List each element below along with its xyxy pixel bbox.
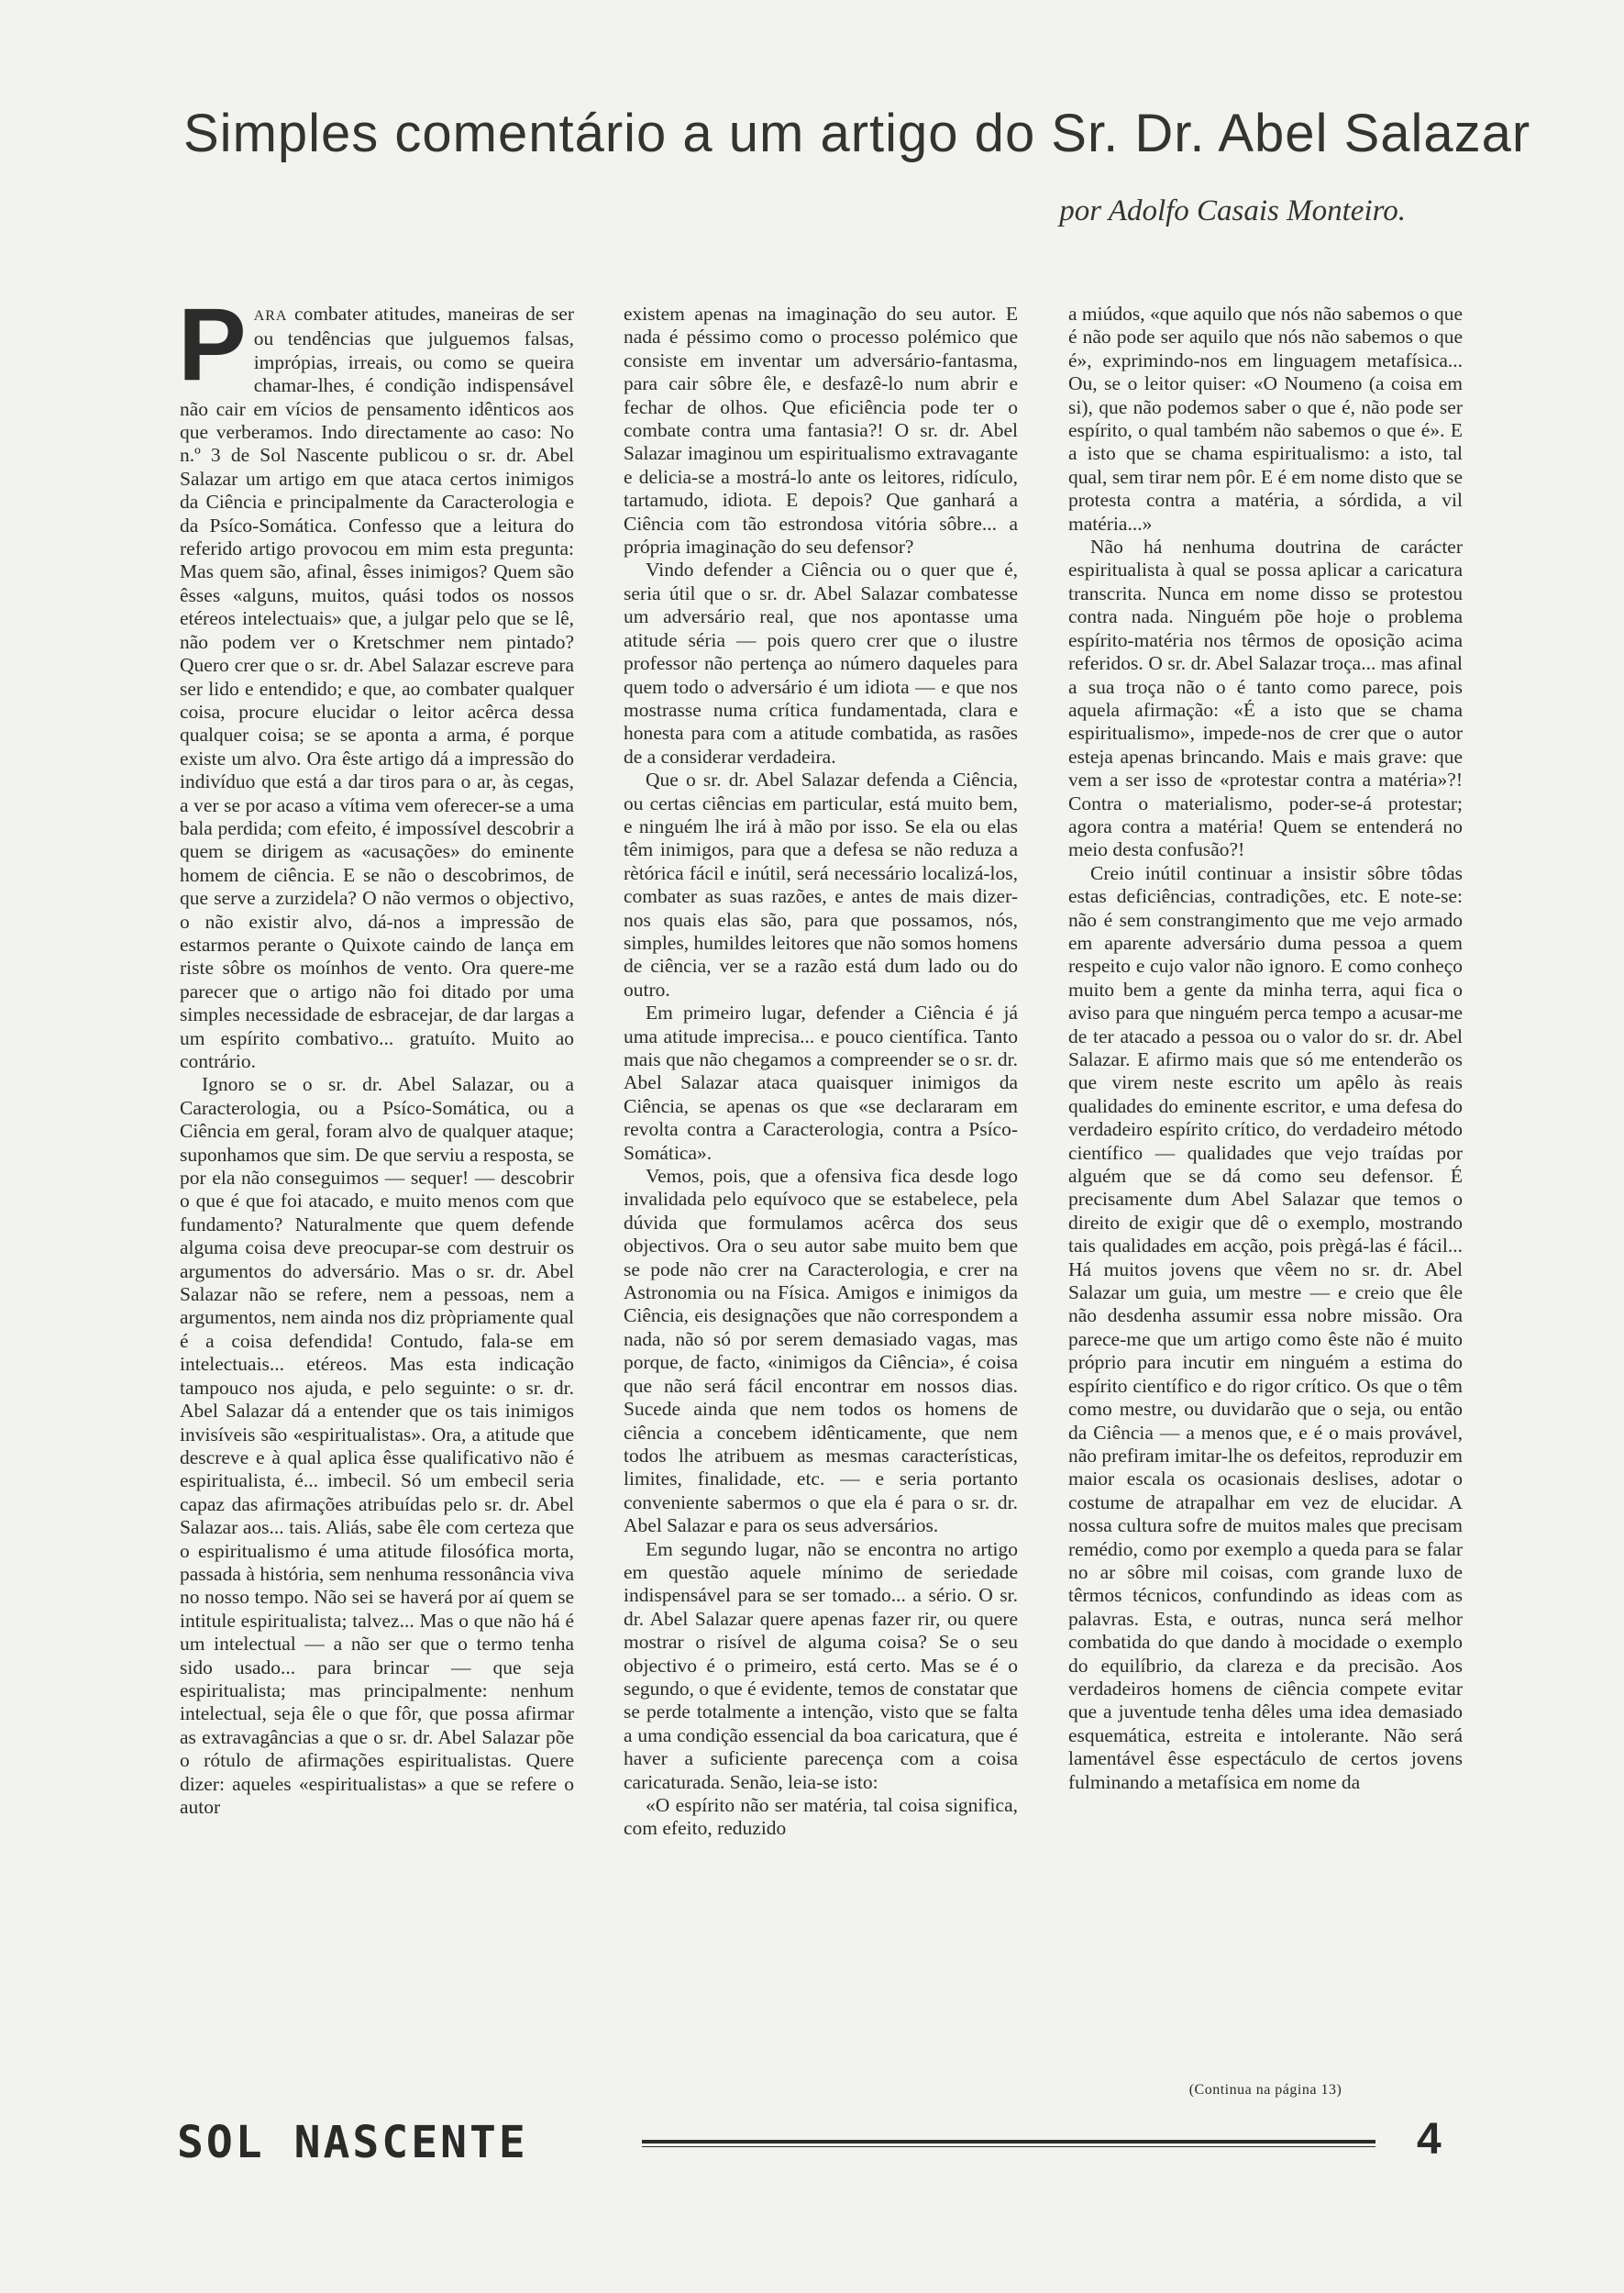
article-column-3	[1068, 303, 1463, 1794]
footer-rule	[642, 2140, 1375, 2143]
paragraph: Não há nenhuma doutrina de carácter espiritualista à qual se possa aplicar a caricatura transcrita. Nunca em nome disso se protestou contra nada. Ninguém põe hoje o problema espírito-matéria nos têrmos de oposição acima referidos. O sr. dr. Abel Salazar troça... mas afinal a sua troça não o é tanto como parece, pois aquela afirmação: «É a isto que se chama espiritualismo», impede-nos de crer que o autor esteja apenas brincando. Mais e mais grave: que vem a ser isso de «protestar contra a matéria»?! Contra o materialismo, poder-se-á protestar; agora contra a matéria! Quem se entenderá no meio desta confusão?!	[1068, 536, 1463, 861]
article-column-2	[624, 303, 1018, 1841]
paragraph: Vindo defender a Ciência ou o quer que é, seria útil que o sr. dr. Abel Salazar combatesse um adversário real, que nos apontasse uma atitude séria — pois quero crer que o ilustre professor não pertença ao número daqueles para quem todo o adversário é um idiota — e que nos mostrasse numa crítica fundamentada, clara e honesta para com a atitude combatida, as rasões de a considerar verdadeira.	[624, 559, 1018, 768]
drop-cap: P	[178, 287, 247, 402]
smallcaps-lead: ARA	[253, 308, 288, 324]
paragraph: Que o sr. dr. Abel Salazar defenda a Ciência, ou certas ciências em particular, está muito bem, e ninguém lhe irá à mão por isso. Se ela ou elas têm inimigos, para que a defesa se não reduza a rètórica fácil e inútil, será necessário localizá-los, combater as suas razões, e antes de mais dizer-nos quais elas são, para que possamos, nós, simples, humildes leitores que não somos homens de ciência, ver se a razão está dum lado ou do outro.	[624, 769, 1018, 1001]
paragraph: existem apenas na imaginação do seu autor. E nada é péssimo como o processo polémico que consiste em inventar um adversário-fantasma, para cair sôbre êle, e desfazê-lo num abrir e fechar de olhos. Que eficiência pode ter o combate contra uma fantasia?! O sr. dr. Abel Salazar imaginou um espiritualismo extravagante e delicia-se a mostrá-lo ante os leitores, ridículo, tartamudo, idiota. E depois? Que ganhará a Ciência com tão estrondosa vitória sôbre... a própria imaginação do seu defensor?	[624, 303, 1018, 559]
paragraph: a miúdos, «que aquilo que nós não sabemos o que é não pode ser aquilo que nós não sabemos o que é», exprimindo-nos em linguagem metafísica... Ou, se o leitor quiser: «O Noumeno (a coisa em si), que não podemos saber o que é, não pode ser espírito, o qual também não sabemos o que é». E a isto que se chama espiritualismo: a isto, tal qual, sem tirar nem pôr. E é em nome disto que se protesta contra a matéria, a sórdida, a vil matéria...»	[1068, 303, 1463, 535]
continuation-note: (Continua na página 13)	[1188, 2082, 1342, 2098]
paragraph: Em primeiro lugar, defender a Ciência é já uma atitude imprecisa... e pouco científica. Tanto mais que não chegamos a compreender se o sr. dr. Abel Salazar ataca quaisquer inimigos da Ciência, se apenas os que «se declararam em revolta contra a Caracterologia, contra a Psíco-Somática».	[624, 1002, 1018, 1164]
article-byline: por Adolfo Casais Monteiro.	[1059, 194, 1406, 227]
paragraph: Creio inútil continuar a insistir sôbre tôdas estas deficiências, contradições, etc. E note-se: não é sem constrangimento que me vejo armado em aparente adversário duma pessoa a quem respeito e cujo valor não ignoro. E como conheço muito bem a gente da minha terra, aqui fica o aviso para que ninguém perca tempo a acusar-me de ter atacado a pessoa ou o valor do sr. dr. Abel Salazar. E afirmo mais que só me entenderão os que virem neste escrito um apêlo às reais qualidades do eminente escritor, e uma defesa do verdadeiro espírito crítico, do verdadeiro método científico — qualidades que vejo traídas por alguém que se dá como seu defensor. É precisamente dum Abel Salazar que temos o direito de exigir que dê o exemplo, mostrando tais qualidades em acção, pois prègá-las é fácil... Há muitos jovens que vêem no sr. dr. Abel Salazar um guia, um mestre — e creio que êle não desdenha assumir essa nobre missão. Ora parece-me que um artigo como êste não é muito próprio para incutir em ninguém a estima do espírito científico e do rigor crítico. Os que o têm como mestre, ou duvidarão que o seja, ou então da Ciência — a menos que, e é o mais provável, não prefiram imitar-lhe os defeitos, reproduzir em maior escala os ocasionais deslises, adotar o costume de atrapalhar em vez de elucidar. A nossa cultura sofre de muitos males que precisam remédio, como por exemplo a queda para se falar no ar sôbre mil coisas, com grande luxo de têrmos técnicos, confundindo as ideas com as palavras. Esta, e outras, nunca será melhor combatida do que dando à mocidade o exemplo do equilíbrio, da clareza e da precisão. Aos verdadeiros homens de ciência compete evitar que a juventude tenha dêles uma idea demasiado esquemática, estreita e intolerante. Não será lamentável êsse espectáculo de certos jovens fulminando a metafísica em nome da	[1068, 861, 1463, 1793]
paragraph: Ignoro se o sr. dr. Abel Salazar, ou a Caracterologia, ou a Psíco-Somática, ou a Ciência em geral, foram alvo de qualquer ataque; suponhamos que sim. De que serviu a resposta, se por ela não conseguimos — sequer! — descobrir o que é que foi atacado, e muito menos com que fundamento? Naturalmente que quem defende alguma coisa deve preocupar-se com destruir os argumentos do adversário. Mas o sr. dr. Abel Salazar não se refere, nem a pessoas, nem a argumentos, nem ainda nos diz pròpriamente qual é a coisa defendida! Contudo, fala-se em intelectuais... etéreos. Mas esta indicação tampouco nos ajuda, e pelo seguinte: o sr. dr. Abel Salazar dá a entender que os tais inimigos invisíveis são «espiritualistas». Ora, a atitude que descreve e à qual aplica êsse qualificativo não é espiritualista, é... imbecil. Só um embecil seria capaz das afirmações atribuídas pelo sr. dr. Abel Salazar aos... tais. Aliás, sabe êle com certeza que o espiritualismo é uma atitude filosófica morta, passada à história, sem nenhuma ressonância viva no nosso tempo. Não sei se haverá por aí quem se intitule espiritualista; talvez... Mas o que não há é um intelectual — a não ser que o termo tenha sido usado... para brincar — que seja espiritualista; mas principalmente: nenhum intelectual, seja êle o que fôr, que possa afirmar as extravagâncias a que o sr. dr. Abel Salazar põe o rótulo de afirmações espiritualistas. Quere dizer: aqueles «espiritualistas» a que se refere o autor	[180, 1073, 574, 1818]
paragraph	[178, 287, 574, 1073]
paragraph: Vemos, pois, que a ofensiva fica desde logo invalidada pelo equívoco que se estabelece, pela dúvida que formulamos acêrca dos seus objectivos. Ora o seu autor sabe muito bem que se pode não crer na Caracterologia, e crer na Astronomia ou na Física. Amigos e inimigos da Ciência, eis designações que não correspondem a nada, não só por serem demasiado vagas, mas porque, de facto, «inimigos da Ciência», é coisa que não será fácil encontrar em nossos dias. Sucede ainda que nem todos os homens de ciência a concebem idênticamente, que nem todos lhe atribuem as mesmas características, limites, finalidade, etc. — e seria portanto conveniente sabermos o que ela é para o sr. dr. Abel Salazar e para os seus adversários.	[624, 1165, 1018, 1537]
publication-name: SOL NASCENTE	[177, 2117, 528, 2168]
page-number: 4	[1417, 2115, 1442, 2164]
paragraph-text: combater atitudes, maneiras de ser ou tendências que julguemos falsas, imprópias, irreais, ou como se queira chamar-lhes, é condição indispensável não cair em vícios de pensamento idênticos aos que verberamos. Indo directamente ao caso: No n.º 3 de Sol Nascente publicou o sr. dr. Abel Salazar um artigo em que ataca certos inimigos da Ciência e principalmente da Caracterologia e da Psíco-Somática. Confesso que a leitura do referido artigo provocou em mim esta pregunta: Mas quem são, afinal, êsses inimigos? Quem são êsses «alguns, muitos, quási todos os nossos etéreos intelectuais» que, a julgar pelo que se lê, não podem ver o Kretschmer nem pintado? Quero crer que o sr. dr. Abel Salazar escreve para ser lido e entendido; e que, ao combater qualquer coisa, procure elucidar o leitor acêrca dessa qualquer coisa; se se aponta a arma, é porque existe um alvo. Ora êste artigo dá a impressão do indivíduo que está a dar tiros para o ar, às cegas, a ver se por acaso a vítima vem oferecer-se a uma bala perdida; com efeito, é impossível descobrir a quem se dirigem as «acusações» do eminente homem de ciência. E se não o descobrimos, de que serve a zurzidela? O não vermos o objectivo, o não existir alvo, dá-nos a impressão de estarmos perante o Quixote caindo de lança em riste sôbre os moínhos de vento. Ora quere-me parecer que o artigo não foi ditado por uma simples necessidade de esbracejar, de dar largas a um espírito combativo... gratuíto. Muito ao contrário.	[180, 303, 574, 1072]
paragraph: «O espírito não ser matéria, tal coisa significa, com efeito, reduzido	[624, 1794, 1018, 1840]
article-title: Simples comentário a um artigo do Sr. Dr. Abel Salazar	[183, 104, 1531, 163]
paragraph: Em segundo lugar, não se encontra no artigo em questão aquele mínimo de seriedade indispensável para se ser tomado... a sério. O sr. dr. Abel Salazar quere apenas fazer rir, ou quere mostrar o risível de alguma coisa? Se o seu objectivo é o primeiro, está certo. Mas se é o segundo, o que é evidente, temos de constatar que se perde totalmente a intenção, visto que se falta a uma condição essencial da boa caricatura, que é haver a suficiente parecença com a coisa caricaturada. Senão, leia-se isto:	[624, 1537, 1018, 1793]
article-column-1	[178, 287, 574, 1819]
